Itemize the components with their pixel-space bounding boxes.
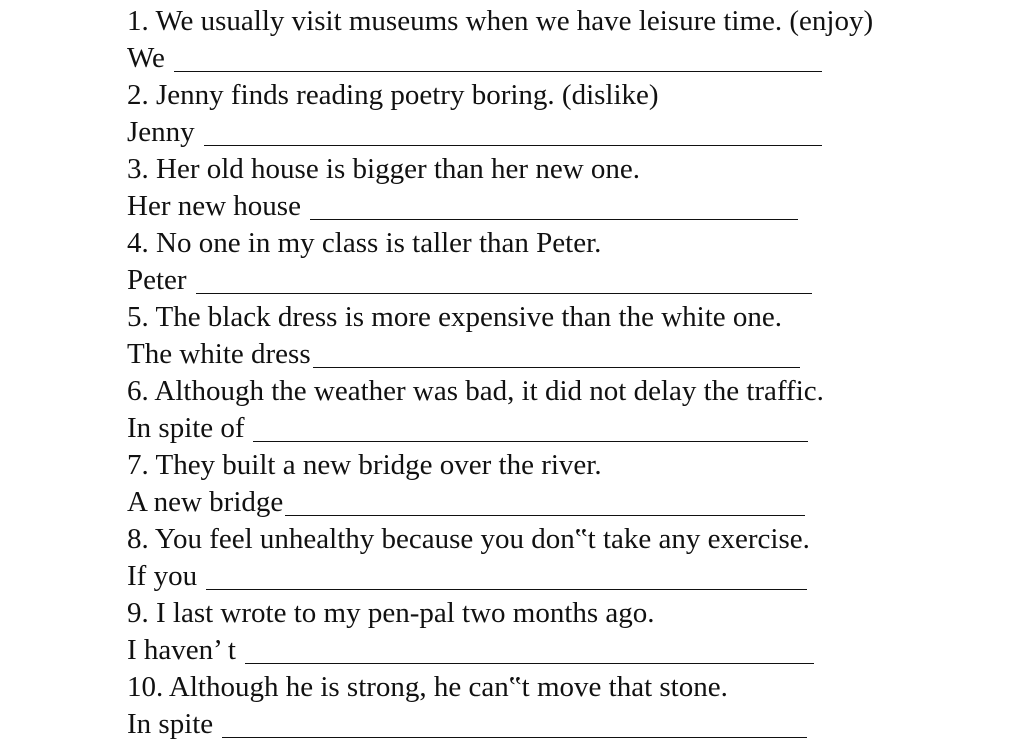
exercise-2-start: Jenny	[127, 116, 195, 148]
exercise-9-answer-line	[127, 632, 1007, 669]
exercise-2-blank[interactable]	[204, 120, 822, 146]
exercise-7-start: A new bridge	[127, 486, 284, 518]
exercise-4-answer-line	[127, 262, 1007, 299]
exercise-1-start: We	[127, 42, 165, 74]
exercise-10-start: In spite	[127, 708, 214, 740]
exercise-3-answer-line	[127, 188, 1007, 225]
exercise-1-answer-line	[127, 40, 1007, 77]
exercise-1-prompt: 1. We usually visit museums when we have leisure time. (enjoy)	[127, 5, 874, 37]
exercise-7-answer-line	[127, 484, 1007, 521]
exercise-3-blank[interactable]	[310, 194, 798, 220]
exercise-5-prompt: 5. The black dress is more expensive than the white one.	[127, 301, 783, 333]
exercise-2-prompt: 2. Jenny finds reading poetry boring. (dislike)	[127, 79, 659, 111]
exercise-10-blank[interactable]	[222, 712, 807, 738]
exercise-4-blank[interactable]	[196, 268, 812, 294]
exercise-6-start: In spite of	[127, 412, 245, 444]
exercise-7-prompt: 7. They built a new bridge over the river.	[127, 449, 602, 481]
exercise-2-answer-line	[127, 114, 1007, 151]
exercise-4-start: Peter	[127, 264, 187, 296]
exercise-5-answer-line	[127, 336, 1007, 373]
exercise-sheet	[127, 3, 1007, 743]
exercise-9-prompt: 9. I last wrote to my pen-pal two months ago.	[127, 597, 655, 629]
exercise-9-start: I haven’ t	[127, 634, 236, 666]
exercise-10-prompt: 10. Although he is strong, he can‟t move that stone.	[127, 671, 728, 703]
exercise-5-start: The white dress	[127, 338, 311, 370]
exercise-4-prompt: 4. No one in my class is taller than Peter.	[127, 227, 602, 259]
exercise-8-answer-line	[127, 558, 1007, 595]
exercise-6-blank[interactable]	[253, 416, 808, 442]
exercise-8-prompt: 8. You feel unhealthy because you don‟t take any exercise.	[127, 523, 810, 555]
exercise-8-blank[interactable]	[206, 564, 807, 590]
exercise-3-prompt: 3. Her old house is bigger than her new one.	[127, 153, 641, 185]
exercise-6-prompt: 6. Although the weather was bad, it did not delay the traffic.	[127, 375, 824, 407]
exercise-1-blank[interactable]	[174, 46, 822, 72]
exercise-3-start: Her new house	[127, 190, 301, 222]
exercise-5-blank[interactable]	[313, 342, 800, 368]
exercise-7-blank[interactable]	[285, 490, 805, 516]
exercise-6-answer-line	[127, 410, 1007, 447]
exercise-9-blank[interactable]	[245, 638, 814, 664]
exercise-8-start: If you	[127, 560, 198, 592]
exercise-10-answer-line	[127, 706, 1007, 743]
